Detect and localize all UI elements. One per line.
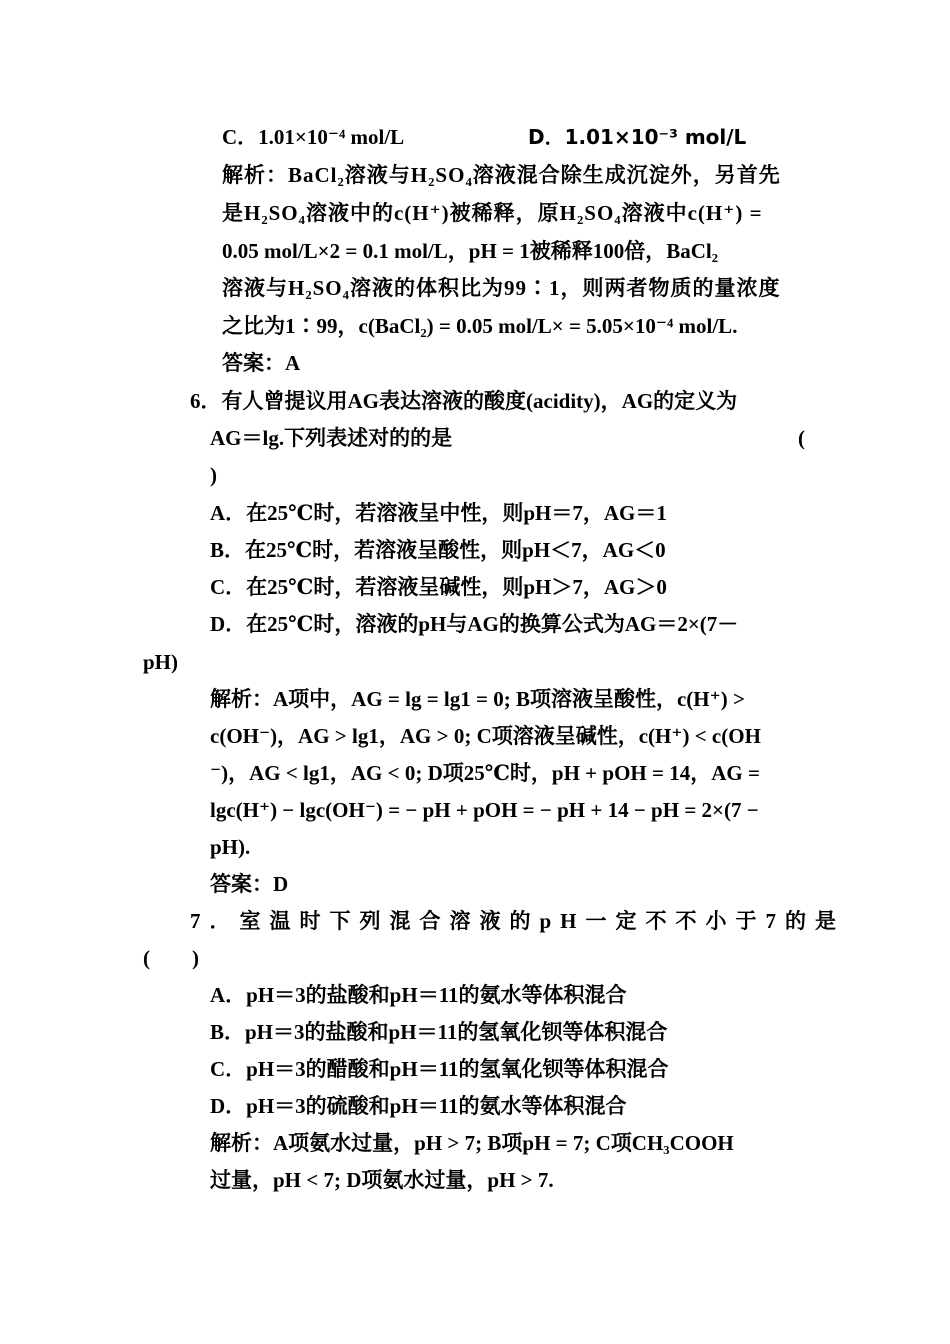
- q7-option-b: B．pH＝3的盐酸和pH＝11的氢氧化钡等体积混合: [210, 1020, 668, 1044]
- q7-analysis-line-1: 解析：A项氨水过量，pH > 7; B项pH = 7; C项CH₃COOH: [210, 1131, 734, 1155]
- q5-analysis-line-3: 0.05 mol/L×2 = 0.1 mol/L，pH = 1被稀释100倍，BaCl₂: [222, 239, 719, 263]
- q5-option-c: C．1.01×10⁻⁴ mol/L: [222, 125, 405, 149]
- q6-analysis-line-1: 解析：A项中，AG = lg = lg1 = 0; B项溶液呈酸性，c(H⁺) >: [210, 687, 745, 711]
- q6-analysis-line-5: pH).: [210, 835, 251, 859]
- q6-answer-paren-open: (: [798, 426, 805, 450]
- q6-analysis-line-3: ⁻)，AG < lg1，AG < 0; D项25℃时，pH + pOH = 14，AG =: [210, 761, 760, 785]
- q6-option-d-continuation: pH): [143, 650, 179, 674]
- q6-stem-line-1: 6．有人曾提议用AG表达溶液的酸度(acidity)，AG的定义为: [190, 389, 738, 413]
- q6-option-c: C．在25℃时，若溶液呈碱性，则pH＞7，AG＞0: [210, 575, 667, 599]
- q6-answer-paren-close: ): [210, 463, 217, 487]
- q6-analysis-line-4: lgc(H⁺) − lgc(OH⁻) = − pH + pOH = − pH + 14 − pH = 2×(7 −: [210, 798, 759, 822]
- q7-stem-line-1: 7．室温时下列混合溶液的pH一定不不小于7的是: [190, 909, 846, 933]
- q5-answer: 答案：A: [222, 351, 301, 375]
- q6-answer: 答案：D: [210, 872, 289, 896]
- q6-option-b: B．在25℃时，若溶液呈酸性，则pH＜7，AG＜0: [210, 538, 666, 562]
- q5-analysis-line-4: 溶液与H₂SO₄溶液的体积比为99∶1，则两者物质的量浓度: [222, 276, 781, 300]
- q6-analysis-line-2: c(OH⁻)，AG > lg1，AG > 0; C项溶液呈碱性，c(H⁺) < c(OH: [210, 724, 761, 748]
- q7-option-d: D．pH＝3的硫酸和pH＝11的氨水等体积混合: [210, 1094, 627, 1118]
- q7-option-a: A．pH＝3的盐酸和pH＝11的氨水等体积混合: [210, 983, 627, 1007]
- q6-stem-line-2: AG＝lg.下列表述对的的是: [210, 426, 453, 450]
- q7-analysis-line-2: 过量，pH < 7; D项氨水过量，pH > 7.: [210, 1168, 554, 1192]
- q7-stem-line-2: ( ): [143, 946, 199, 970]
- q6-option-d: D．在25℃时，溶液的pH与AG的换算公式为AG＝2×(7－: [210, 612, 739, 636]
- q5-analysis-line-2: 是H₂SO₄溶液中的c(H⁺)被稀释，原H₂SO₄溶液中c(H⁺) =: [222, 201, 763, 225]
- q5-option-d: D．1.01×10⁻³ mol/L: [528, 125, 747, 149]
- q5-analysis-line-1: 解析：BaCl₂溶液与H₂SO₄溶液混合除生成沉淀外，另首先: [222, 163, 781, 187]
- q5-analysis-line-5: 之比为1∶99，c(BaCl₂) = 0.05 mol/L× = 5.05×10⁻⁴ mol/L.: [222, 314, 738, 338]
- q6-option-a: A．在25℃时，若溶液呈中性，则pH＝7，AG＝1: [210, 501, 667, 525]
- q7-option-c: C．pH＝3的醋酸和pH＝11的氢氧化钡等体积混合: [210, 1057, 669, 1081]
